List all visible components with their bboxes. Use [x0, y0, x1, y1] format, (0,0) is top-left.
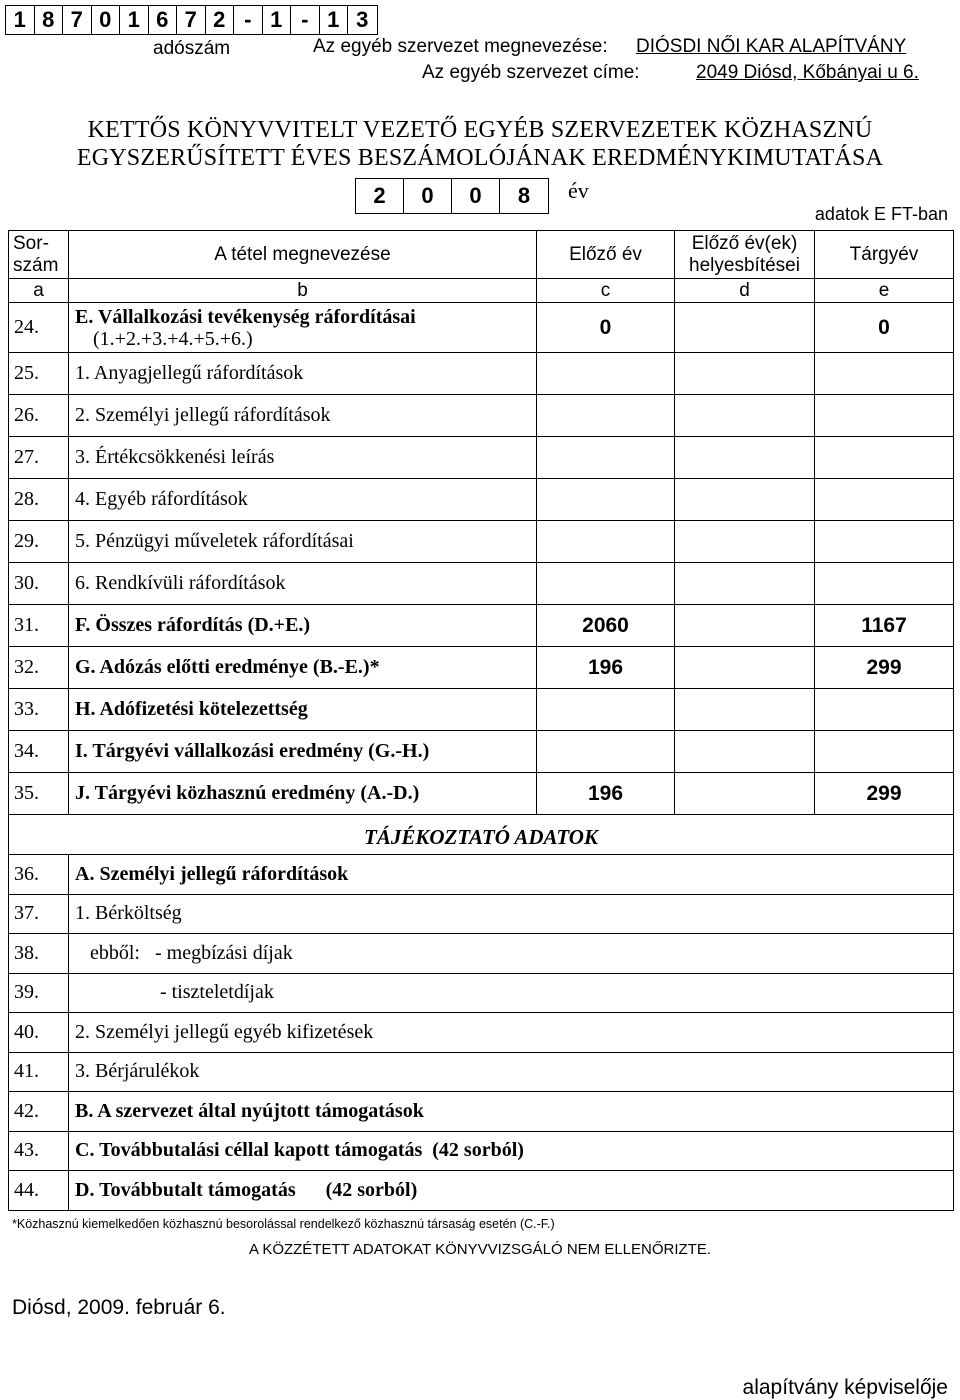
- row-number: 27.: [9, 437, 69, 479]
- year-digit: 0: [452, 179, 500, 213]
- row-current-value: [815, 731, 954, 773]
- org-name: DIÓSDI NŐI KAR ALAPÍTVÁNY: [636, 36, 907, 57]
- row-corrections-value: [675, 689, 815, 731]
- org-address: 2049 Diósd, Kőbányai u 6.: [696, 62, 919, 83]
- table-row: [9, 521, 954, 563]
- row-name: 2. Személyi jellegű ráfordítások: [69, 395, 537, 437]
- row-name: 5. Pénzügyi műveletek ráfordításai: [69, 521, 537, 563]
- col-header-corr-bottom: helyesbítései: [689, 254, 800, 276]
- col-header-num: [9, 231, 69, 279]
- col-header-name: A tétel megnevezése: [69, 231, 537, 279]
- place-date: Diósd, 2009. február 6.: [12, 1296, 226, 1319]
- year-label: év: [568, 178, 589, 203]
- table-row: [9, 689, 954, 731]
- org-name-label: Az egyéb szervezet megnevezése:: [313, 36, 608, 57]
- table-row: [9, 303, 954, 353]
- col-header-current: Tárgyév: [815, 231, 954, 279]
- report-title-line1: KETTŐS KÖNYVVITELT VEZETŐ EGYÉB SZERVEZETEK KÖZHASZNÚ: [87, 117, 873, 143]
- row-name-line1: E. Vállalkozási tevékenység ráfordításai: [75, 305, 416, 328]
- tax-digit: 3: [356, 7, 369, 32]
- table-row: [9, 605, 954, 647]
- row-number: 29.: [9, 521, 69, 563]
- row-prev-value: 2060: [537, 605, 675, 647]
- row-current-value: [815, 395, 954, 437]
- tax-digit: 1: [120, 6, 149, 34]
- row-name-line2: (1.+2.+3.+4.+5.+6.): [93, 327, 253, 350]
- income-statement-table: [8, 230, 954, 1211]
- col-letter-c: c: [537, 279, 675, 303]
- info-row: [9, 1052, 954, 1092]
- row-name: J. Tárgyévi közhasznú eredmény (A.-D.): [69, 773, 537, 815]
- row-name: - tiszteletdíjak: [69, 973, 954, 1013]
- row-corrections-value: [675, 437, 815, 479]
- row-name: [69, 303, 537, 353]
- table-row: [9, 437, 954, 479]
- col-header-corr-top: Előző év(ek): [691, 232, 798, 254]
- row-corrections-value: [675, 395, 815, 437]
- table-row: [9, 647, 954, 689]
- row-corrections-value: [675, 563, 815, 605]
- row-name: D. Továbbutalt támogatás (42 sorból): [69, 1171, 954, 1211]
- row-number: 24.: [9, 303, 69, 353]
- row-number: 39.: [9, 973, 69, 1013]
- table-row: [9, 395, 954, 437]
- year-boxes: [355, 178, 549, 214]
- row-corrections-value: [675, 731, 815, 773]
- tax-digit: 7: [63, 6, 92, 34]
- row-name: 2. Személyi jellegű egyéb kifizetések: [69, 1013, 954, 1053]
- row-current-value: 299: [815, 647, 954, 689]
- row-number: 40.: [9, 1013, 69, 1053]
- row-number: 38.: [9, 934, 69, 974]
- table-row: [9, 563, 954, 605]
- row-corrections-value: [675, 303, 815, 353]
- row-number: 26.: [9, 395, 69, 437]
- row-name: C. Továbbutalási céllal kapott támogatás (42 sorból): [69, 1131, 954, 1171]
- org-address-label: Az egyéb szervezet címe:: [422, 62, 640, 83]
- row-current-value: [815, 689, 954, 731]
- row-prev-value: [537, 353, 675, 395]
- row-prev-value: [537, 479, 675, 521]
- row-number: 35.: [9, 773, 69, 815]
- col-header-num-top: Sor-: [13, 232, 49, 254]
- row-prev-value: [537, 731, 675, 773]
- row-prev-value: [537, 521, 675, 563]
- table-header-row: [9, 231, 954, 279]
- audit-note: A KÖZZÉTETT ADATOKAT KÖNYVVIZSGÁLÓ NEM ELLENŐRIZTE.: [248, 1241, 712, 1258]
- signature-label: alapítvány képviselője: [742, 1376, 948, 1399]
- row-name: G. Adózás előtti eredménye (B.-E.)*: [69, 647, 537, 689]
- info-row: [9, 855, 954, 895]
- row-name: A. Személyi jellegű ráfordítások: [69, 855, 954, 895]
- info-row: [9, 973, 954, 1013]
- col-header-prev: Előző év: [537, 231, 675, 279]
- row-name: ebből: - megbízási díjak: [69, 934, 954, 974]
- tax-digit: 1: [320, 6, 349, 34]
- row-prev-value: [537, 689, 675, 731]
- row-current-value: [815, 479, 954, 521]
- row-current-value: 299: [815, 773, 954, 815]
- tax-digit: 8: [35, 6, 64, 34]
- row-name: H. Adófizetési kötelezettség: [69, 689, 537, 731]
- row-current-value: [815, 521, 954, 563]
- row-current-value: [815, 353, 954, 395]
- info-row: [9, 1171, 954, 1211]
- row-current-value: 0: [815, 303, 954, 353]
- col-letter-e: e: [815, 279, 954, 303]
- row-prev-value: 196: [537, 647, 675, 689]
- table-row: [9, 353, 954, 395]
- tax-digit: -: [291, 6, 320, 34]
- col-letter-b: b: [69, 279, 537, 303]
- row-corrections-value: [675, 773, 815, 815]
- row-corrections-value: [675, 521, 815, 563]
- row-corrections-value: [675, 479, 815, 521]
- col-letter-row: [9, 279, 954, 303]
- row-corrections-value: [675, 605, 815, 647]
- row-current-value: [815, 563, 954, 605]
- section-title: TÁJÉKOZTATÓ ADATOK: [9, 815, 954, 855]
- tax-digit: 6: [149, 6, 178, 34]
- row-prev-value: 0: [537, 303, 675, 353]
- tax-digit: 1: [263, 6, 292, 34]
- info-row: [9, 1131, 954, 1171]
- row-name: 3. Bérjárulékok: [69, 1052, 954, 1092]
- row-prev-value: [537, 395, 675, 437]
- tax-number-label: adószám: [153, 38, 231, 59]
- row-prev-value: [537, 563, 675, 605]
- info-row: [9, 1013, 954, 1053]
- tax-digit: 1: [6, 6, 35, 34]
- year-digit: 2: [356, 179, 404, 213]
- table-row: [9, 773, 954, 815]
- row-name: 3. Értékcsökkenési leírás: [69, 437, 537, 479]
- row-number: 28.: [9, 479, 69, 521]
- row-number: 34.: [9, 731, 69, 773]
- col-letter-d: d: [675, 279, 815, 303]
- row-number: 41.: [9, 1052, 69, 1092]
- row-name: 1. Anyagjellegű ráfordítások: [69, 353, 537, 395]
- row-name: B. A szervezet által nyújtott támogatások: [69, 1092, 954, 1132]
- tax-number-boxes: [5, 5, 378, 35]
- row-number: 31.: [9, 605, 69, 647]
- info-row: [9, 1092, 954, 1132]
- row-corrections-value: [675, 647, 815, 689]
- tax-digit: 2: [206, 6, 235, 34]
- row-name: 1. Bérköltség: [69, 894, 954, 934]
- row-number: 30.: [9, 563, 69, 605]
- row-name: I. Tárgyévi vállalkozási eredmény (G.-H.): [69, 731, 537, 773]
- row-current-value: [815, 437, 954, 479]
- units-label: adatok E FT-ban: [814, 204, 948, 224]
- row-name: 6. Rendkívüli ráfordítások: [69, 563, 537, 605]
- year-digit: 8: [517, 183, 531, 208]
- row-current-value: 1167: [815, 605, 954, 647]
- table-row: [9, 479, 954, 521]
- row-number: 42.: [9, 1092, 69, 1132]
- section-header-row: [9, 815, 954, 855]
- info-row: [9, 934, 954, 974]
- row-name: F. Összes ráfordítás (D.+E.): [69, 605, 537, 647]
- tax-digit: 0: [92, 6, 121, 34]
- row-prev-value: [537, 437, 675, 479]
- row-number: 25.: [9, 353, 69, 395]
- tax-digit: 7: [177, 6, 206, 34]
- col-header-num-bottom: szám: [13, 254, 59, 276]
- year-digit: 0: [404, 179, 452, 213]
- row-prev-value: 196: [537, 773, 675, 815]
- row-number: 43.: [9, 1131, 69, 1171]
- row-number: 44.: [9, 1171, 69, 1211]
- row-number: 33.: [9, 689, 69, 731]
- row-corrections-value: [675, 353, 815, 395]
- col-header-corrections: [675, 231, 815, 279]
- report-title-line2: EGYSZERŰSÍTETT ÉVES BESZÁMOLÓJÁNAK EREDMÉNYKIMUTATÁSA: [76, 145, 884, 171]
- footnote: *Közhasznú kiemelkedően közhasznú besorolással rendelkező közhasznú társaság esetén (C.-F.): [12, 1217, 555, 1231]
- row-number: 36.: [9, 855, 69, 895]
- col-letter-a: a: [9, 279, 69, 303]
- row-number: 37.: [9, 894, 69, 934]
- table-row: [9, 731, 954, 773]
- tax-digit: -: [234, 6, 263, 34]
- row-number: 32.: [9, 647, 69, 689]
- row-name: 4. Egyéb ráfordítások: [69, 479, 537, 521]
- info-row: [9, 894, 954, 934]
